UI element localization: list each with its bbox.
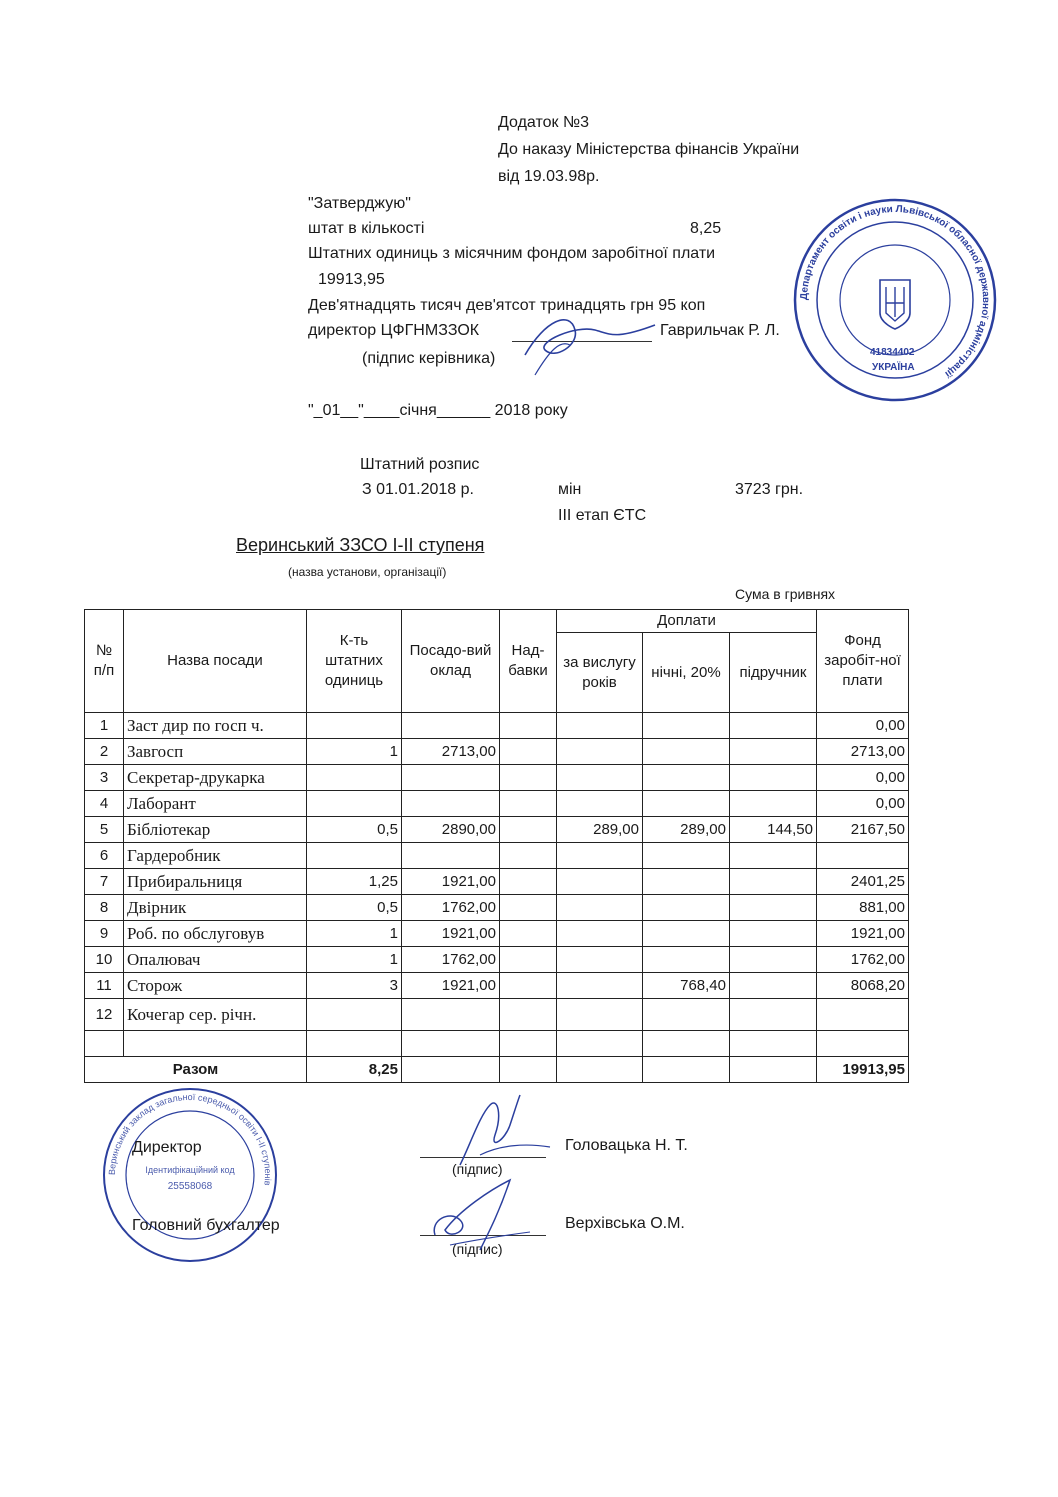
cell-fund: 881,00 <box>817 895 909 921</box>
staff-schedule-table <box>84 609 909 1083</box>
cell-seniority <box>557 921 643 947</box>
cell-seniority <box>557 869 643 895</box>
schedule-title: Штатний розпис <box>360 456 480 473</box>
cell-fund: 0,00 <box>817 765 909 791</box>
minimum-label: мін <box>558 481 582 498</box>
cell-position: Роб. по обслуговув <box>124 921 307 947</box>
cell-number: 4 <box>85 791 124 817</box>
total-count: 8,25 <box>307 1057 402 1083</box>
staff-count-label: штат в кількості <box>308 220 425 237</box>
cell-salary <box>402 999 500 1031</box>
cell-salary: 2713,00 <box>402 739 500 765</box>
table-row <box>85 947 909 973</box>
director-role: Директор <box>132 1139 202 1156</box>
svg-text:УКРАЇНА: УКРАЇНА <box>872 362 915 373</box>
cell-textbooks: 144,50 <box>730 817 817 843</box>
header-bonus: Над-бавки <box>500 610 557 713</box>
cell-night <box>643 869 730 895</box>
cell-number: 1 <box>85 713 124 739</box>
cell-salary: 1921,00 <box>402 921 500 947</box>
cell-position: Кочегар сер. річн. <box>124 999 307 1031</box>
svg-text:Ідентифікаційний код: Ідентифікаційний код <box>145 1165 235 1175</box>
cell-bonus <box>500 869 557 895</box>
cell-salary <box>402 765 500 791</box>
cell-count: 3 <box>307 973 402 999</box>
cell-seniority <box>557 999 643 1031</box>
header-number: № п/п <box>85 610 124 713</box>
cell-count: 1 <box>307 739 402 765</box>
cell-salary <box>402 1031 500 1057</box>
table-row <box>85 921 909 947</box>
cell-count <box>307 713 402 739</box>
cell-position: Опалювач <box>124 947 307 973</box>
approval-title: "Затверджую" <box>308 195 411 212</box>
total-bonus <box>500 1057 557 1083</box>
cell-salary <box>402 791 500 817</box>
cell-fund: 2167,50 <box>817 817 909 843</box>
svg-text:25558068: 25558068 <box>167 1181 213 1192</box>
table-row <box>85 1031 909 1057</box>
cell-number: 6 <box>85 843 124 869</box>
header-count: К-ть штатних одиниць <box>307 610 402 713</box>
cell-bonus <box>500 713 557 739</box>
minimum-amount: 3723 грн. <box>735 481 804 498</box>
accountant-handwritten-signature-icon <box>420 1170 550 1260</box>
director-full-name: Головацька Н. Т. <box>565 1137 688 1154</box>
cell-night <box>643 713 730 739</box>
cell-night <box>643 921 730 947</box>
cell-position: Лаборант <box>124 791 307 817</box>
table-row <box>85 791 909 817</box>
director-handwritten-signature-icon <box>440 1085 560 1175</box>
etc-stage: ІІІ етап ЄТС <box>558 507 647 524</box>
svg-text:Веринський заклад загальної се: Веринський заклад загальної середньої освіти І-ІІ ступенів <box>106 1091 274 1187</box>
cell-textbooks <box>730 1031 817 1057</box>
cell-number <box>85 1031 124 1057</box>
currency-note: Сума в гривнях <box>735 586 836 602</box>
cell-textbooks <box>730 843 817 869</box>
header-night: нічні, 20% <box>643 633 730 713</box>
director-title: директор ЦФГНМЗЗОК <box>308 322 480 339</box>
cell-salary: 1762,00 <box>402 947 500 973</box>
table-row <box>85 895 909 921</box>
cell-fund: 2401,25 <box>817 869 909 895</box>
table-row <box>85 765 909 791</box>
total-textbooks <box>730 1057 817 1083</box>
cell-night <box>643 791 730 817</box>
cell-bonus <box>500 765 557 791</box>
approval-date: "_01__"____січня______ 2018 року <box>308 402 568 419</box>
cell-salary: 2890,00 <box>402 817 500 843</box>
fund-in-words: Дев'ятнадцять тисяч дев'ятсот тринадцять грн 95 коп <box>308 297 706 314</box>
cell-count: 1 <box>307 921 402 947</box>
cell-position: Сторож <box>124 973 307 999</box>
table-row <box>85 739 909 765</box>
header-seniority: за вислугу років <box>557 633 643 713</box>
cell-seniority <box>557 895 643 921</box>
fund-amount: 19913,95 <box>318 271 385 288</box>
cell-textbooks <box>730 947 817 973</box>
institution-name: Веринський ЗЗСО І-ІІ ступеня <box>236 535 485 555</box>
cell-number: 10 <box>85 947 124 973</box>
cell-seniority <box>557 713 643 739</box>
cell-fund: 1762,00 <box>817 947 909 973</box>
cell-bonus <box>500 817 557 843</box>
cell-position: Заст дир по госп ч. <box>124 713 307 739</box>
cell-fund: 0,00 <box>817 791 909 817</box>
header-fund: Фонд заробіт-ної плати <box>817 610 909 713</box>
cell-count <box>307 765 402 791</box>
cell-night <box>643 999 730 1031</box>
cell-bonus <box>500 1031 557 1057</box>
cell-position: Гардеробник <box>124 843 307 869</box>
cell-night <box>643 765 730 791</box>
cell-bonus <box>500 739 557 765</box>
cell-fund <box>817 843 909 869</box>
total-label: Разом <box>85 1057 307 1083</box>
svg-text:41834402: 41834402 <box>870 347 915 358</box>
cell-count <box>307 1031 402 1057</box>
table-row <box>85 843 909 869</box>
staff-count-value: 8,25 <box>690 220 722 237</box>
table-row <box>85 973 909 999</box>
cell-fund: 1921,00 <box>817 921 909 947</box>
cell-number: 3 <box>85 765 124 791</box>
cell-night: 289,00 <box>643 817 730 843</box>
cell-seniority: 289,00 <box>557 817 643 843</box>
cell-salary <box>402 843 500 869</box>
schedule-from-date: З 01.01.2018 р. <box>362 481 474 498</box>
table-row <box>85 999 909 1031</box>
cell-position: Бібліотекар <box>124 817 307 843</box>
svg-text:Департамент освіти і науки Льв: Департамент освіти і науки Львівської обласної державної адміністрації <box>798 203 992 380</box>
cell-night <box>643 1031 730 1057</box>
school-stamp-icon <box>100 1085 280 1265</box>
total-salary <box>402 1057 500 1083</box>
cell-seniority <box>557 765 643 791</box>
cell-textbooks <box>730 869 817 895</box>
header-position: Назва посади <box>124 610 307 713</box>
cell-salary <box>402 713 500 739</box>
cell-position: Секретар-друкарка <box>124 765 307 791</box>
director-signature-hint: (підпис керівника) <box>362 350 496 367</box>
header-salary: Посадо-вий оклад <box>402 610 500 713</box>
cell-seniority <box>557 739 643 765</box>
order-date: від 19.03.98р. <box>498 168 600 185</box>
table-row <box>85 817 909 843</box>
cell-number: 5 <box>85 817 124 843</box>
cell-bonus <box>500 921 557 947</box>
accountant-role: Головний бухгалтер <box>132 1217 280 1234</box>
cell-bonus <box>500 973 557 999</box>
cell-position: Прибиральниця <box>124 869 307 895</box>
cell-fund: 0,00 <box>817 713 909 739</box>
cell-textbooks <box>730 739 817 765</box>
table-row <box>85 713 909 739</box>
cell-bonus <box>500 999 557 1031</box>
director-name: Гаврильчак Р. Л. <box>660 322 780 339</box>
cell-number: 2 <box>85 739 124 765</box>
cell-count: 0,5 <box>307 895 402 921</box>
cell-bonus <box>500 947 557 973</box>
appendix-number: Додаток №3 <box>498 114 589 131</box>
cell-position: Завгосп <box>124 739 307 765</box>
cell-bonus <box>500 791 557 817</box>
cell-night <box>643 739 730 765</box>
cell-number: 12 <box>85 999 124 1031</box>
cell-count <box>307 843 402 869</box>
cell-number: 8 <box>85 895 124 921</box>
cell-fund <box>817 1031 909 1057</box>
cell-fund <box>817 999 909 1031</box>
cell-salary: 1762,00 <box>402 895 500 921</box>
cell-salary: 1921,00 <box>402 973 500 999</box>
cell-fund: 8068,20 <box>817 973 909 999</box>
total-seniority <box>557 1057 643 1083</box>
cell-position <box>124 1031 307 1057</box>
ministry-stamp-icon <box>790 195 1000 405</box>
cell-bonus <box>500 843 557 869</box>
header-textbooks: підручник <box>730 633 817 713</box>
cell-textbooks <box>730 921 817 947</box>
cell-textbooks <box>730 895 817 921</box>
units-fund-text: Штатних одиниць з місячним фондом заробітної плати <box>308 245 716 262</box>
cell-textbooks <box>730 973 817 999</box>
cell-seniority <box>557 973 643 999</box>
cell-textbooks <box>730 791 817 817</box>
cell-seniority <box>557 791 643 817</box>
cell-night: 768,40 <box>643 973 730 999</box>
accountant-full-name: Верхівська О.М. <box>565 1215 685 1232</box>
cell-bonus <box>500 895 557 921</box>
cell-fund: 2713,00 <box>817 739 909 765</box>
institution-caption: (назва установи, організації) <box>288 565 447 579</box>
cell-seniority <box>557 947 643 973</box>
cell-textbooks <box>730 999 817 1031</box>
director-signature-icon <box>515 300 665 380</box>
cell-count <box>307 999 402 1031</box>
cell-number: 9 <box>85 921 124 947</box>
cell-number: 7 <box>85 869 124 895</box>
cell-night <box>643 895 730 921</box>
header-extras: Доплати <box>557 610 817 633</box>
cell-textbooks <box>730 713 817 739</box>
cell-night <box>643 843 730 869</box>
cell-count: 0,5 <box>307 817 402 843</box>
cell-count <box>307 791 402 817</box>
director-sign-hint: (підпис) <box>452 1161 503 1177</box>
cell-salary: 1921,00 <box>402 869 500 895</box>
accountant-sign-hint: (підпис) <box>452 1241 503 1257</box>
cell-seniority <box>557 843 643 869</box>
cell-night <box>643 947 730 973</box>
cell-count: 1 <box>307 947 402 973</box>
total-fund: 19913,95 <box>817 1057 909 1083</box>
order-reference: До наказу Міністерства фінансів України <box>498 141 800 158</box>
total-night <box>643 1057 730 1083</box>
cell-textbooks <box>730 765 817 791</box>
cell-count: 1,25 <box>307 869 402 895</box>
table-row <box>85 869 909 895</box>
cell-number: 11 <box>85 973 124 999</box>
cell-seniority <box>557 1031 643 1057</box>
cell-position: Двірник <box>124 895 307 921</box>
